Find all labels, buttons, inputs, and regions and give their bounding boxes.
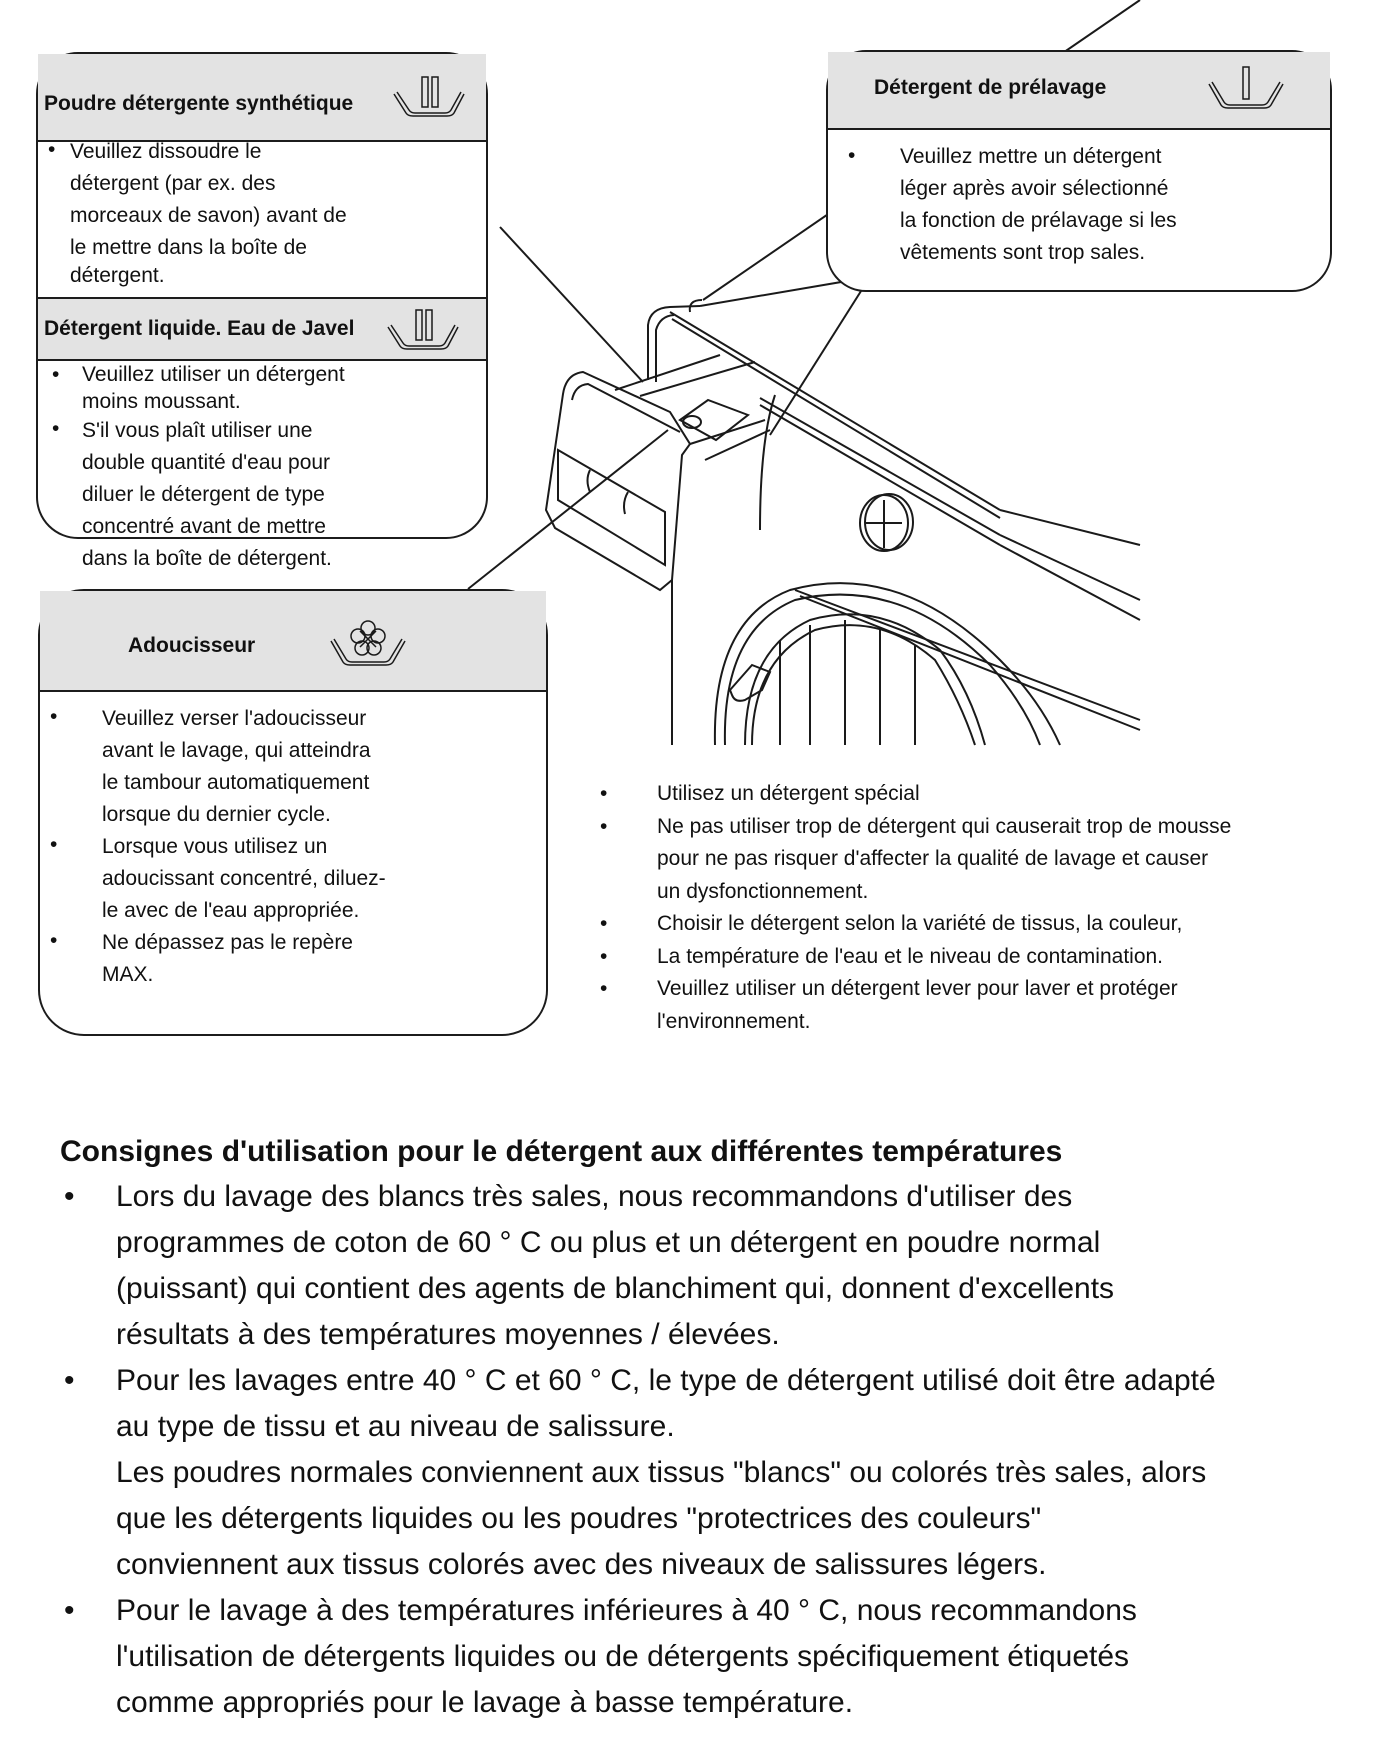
guideline-item: • Pour les lavages entre 40 ° C et 60 ° C, le type de détergent utilisé doit être adapté au type de tissu et au niveau de salissure. Les poudres normales conviennent aux tissus "blancs" ou colorés très sales, alors que les détergents liquides ou les poudres "protectrices des couleurs" conviennent aux tissus colorés avec des niveaux de salissures légers.	[64, 1364, 1216, 1581]
guideline-item: • Lors du lavage des blancs très sales, nous recommandons d'utiliser des programmes de coton de 60 ° C ou plus et un détergent en poudre normal (puissant) qui contient des agents de blanchiment qui, donnent d'excellents résultats à des températures moyennes / élevées.	[64, 1180, 1115, 1351]
liquid-item-2: S'il vous plaît utiliser une double quantité d'eau pour diluer le détergent de type concentré avant de mettre dans la boîte de détergent.	[82, 419, 332, 570]
softener-flower-icon	[330, 619, 406, 675]
compartment-II-icon	[387, 305, 459, 355]
prewash-title: Détergent de prélavage	[874, 76, 1107, 99]
tip-item: • Ne pas utiliser trop de détergent qui causerait trop de mousse pour ne pas risquer d'affecter la qualité de lavage et causer un dysfonctionnement.	[600, 814, 1232, 903]
temperature-guidelines	[60, 1130, 1394, 1726]
prewash-callout	[826, 50, 1332, 292]
guideline-item: • Pour le lavage à des températures inférieures à 40 ° C, nous recommandons l'utilisation de détergents liquides ou de détergents spécifiquement étiquetés comme appropriés pour le lavage à basse température.	[64, 1594, 1137, 1719]
compartment-I-icon	[1208, 64, 1284, 116]
tip-item: • Veuillez utiliser un détergent lever pour laver et protéger l'environnement.	[600, 977, 1178, 1033]
softener-item-3: Ne dépassez pas le repère MAX.	[102, 931, 353, 986]
liquid-bullet-1: •	[52, 363, 60, 386]
liquid-bullet-2: •	[52, 417, 60, 440]
section-title: Consignes d'utilisation pour le détergent aux différentes températures	[60, 1135, 1063, 1168]
powder-bullet: •	[48, 138, 56, 161]
powder-header	[38, 54, 486, 142]
softener-item-2: Lorsque vous utilisez un adoucissant concentré, diluez- le avec de l'eau appropriée.	[102, 835, 386, 922]
softener-bullet-1: •	[50, 705, 58, 728]
powder-liquid-callout	[36, 52, 488, 570]
prewash-header	[828, 52, 1330, 130]
softener-item-1: Veuillez verser l'adoucisseur avant le lavage, qui atteindra le tambour automatiquement lorsque du dernier cycle.	[102, 707, 371, 826]
general-tips-list	[600, 778, 1360, 1038]
tip-item: • Choisir le détergent selon la variété de tissus, la couleur,	[600, 912, 1183, 935]
liquid-title: Détergent liquide. Eau de Javel	[44, 317, 355, 340]
compartment-II-icon	[393, 72, 465, 122]
liquid-item-1: Veuillez utiliser un détergent moins moussant.	[82, 363, 345, 413]
tip-item: • La température de l'eau et le niveau de contamination.	[600, 944, 1164, 968]
liquid-header	[38, 297, 486, 361]
powder-title: Poudre détergente synthétique	[44, 92, 354, 115]
tip-item: • Utilisez un détergent spécial	[600, 782, 920, 805]
softener-bullet-2: •	[50, 833, 58, 856]
prewash-bullet: •	[848, 144, 856, 167]
powder-text: Veuillez dissoudre le détergent (par ex. des morceaux de savon) avant de le mettre dans la boîte de détergent.	[70, 140, 347, 287]
softener-title: Adoucisseur	[128, 634, 256, 657]
prewash-text: Veuillez mettre un détergent léger après avoir sélectionné la fonction de prélavage si les vêtements sont trop sales.	[900, 145, 1177, 264]
softener-header	[40, 591, 546, 692]
softener-callout	[38, 589, 548, 1036]
softener-bullet-3: •	[50, 929, 58, 952]
